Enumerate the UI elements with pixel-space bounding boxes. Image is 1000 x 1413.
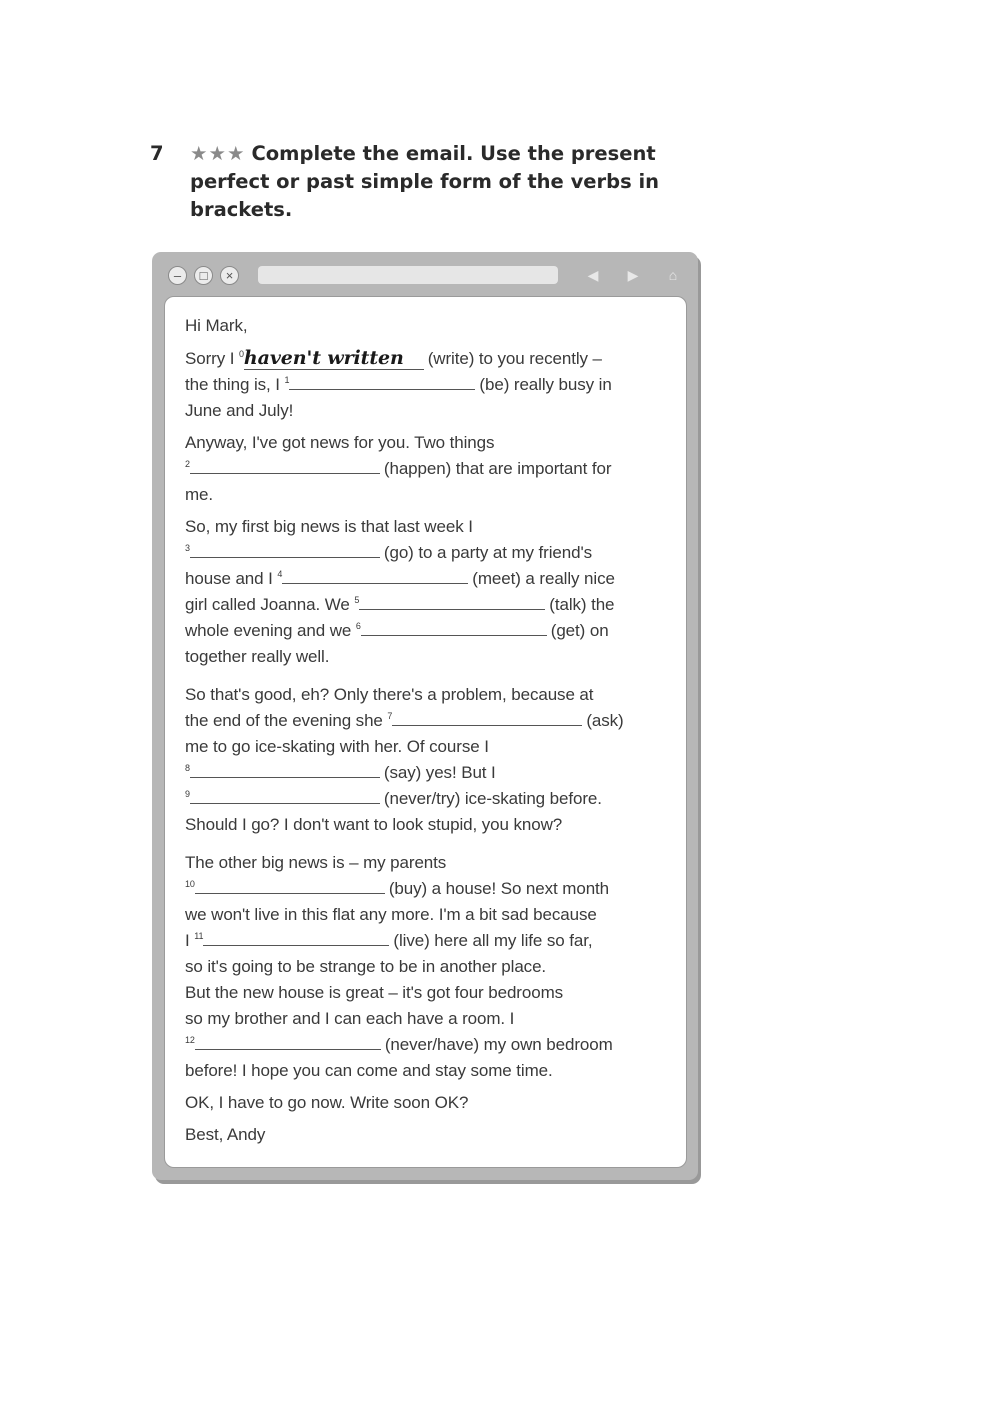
text: (meet) a really nice	[472, 569, 615, 588]
gap-number-1: 1	[284, 375, 290, 385]
text: (buy) a house! So next month	[388, 879, 610, 898]
text: me.	[185, 485, 214, 504]
answer-blank-8[interactable]	[190, 761, 380, 778]
answer-blank-4[interactable]	[282, 567, 468, 584]
answer-blank-5[interactable]	[359, 593, 545, 610]
answer-blank-9[interactable]	[190, 787, 380, 804]
answer-blank-10[interactable]	[195, 877, 385, 894]
text: the end of the evening she	[185, 711, 388, 730]
instruction-text: Complete the email. Use the present perfect or past simple form of the verbs in brackets.	[190, 142, 660, 221]
answer-blank-3[interactable]	[190, 541, 380, 558]
greeting: Hi Mark,	[185, 316, 248, 335]
text: we won't live in this flat any more. I'm a bit sad because	[185, 905, 597, 924]
email-text	[185, 313, 677, 1154]
signoff: Best, Andy	[185, 1125, 266, 1144]
text: The other big news is – my parents	[185, 853, 447, 872]
answer-blank-6[interactable]	[361, 619, 547, 636]
gap-number-8: 8	[185, 763, 190, 773]
email-window	[152, 252, 698, 1180]
paragraph-3	[185, 514, 677, 670]
text: (happen) that are important for	[383, 459, 612, 478]
text: girl called Joanna. We	[185, 595, 355, 614]
answer-blank-2[interactable]	[190, 457, 380, 474]
gap-number-11: 11	[194, 931, 204, 941]
example-answer: haven't written	[244, 347, 424, 370]
gap-number-6: 6	[355, 621, 361, 631]
text: (say) yes! But I	[383, 763, 496, 782]
text: so it's going to be strange to be in another place.	[185, 957, 547, 976]
paragraph-1	[185, 345, 677, 424]
gap-number-5: 5	[354, 595, 360, 605]
text: me to go ice-skating with her. Of course I	[185, 737, 489, 756]
text: Anyway, I've got news for you. Two things	[185, 433, 495, 452]
text: (be) really busy in	[479, 375, 612, 394]
text: Sorry I	[185, 349, 239, 368]
text: (never/have) my own bedroom	[384, 1035, 613, 1054]
text: the thing is, I	[185, 375, 285, 394]
text: (never/try) ice-skating before.	[383, 789, 602, 808]
text: (get) on	[550, 621, 609, 640]
answer-blank-11[interactable]	[203, 929, 389, 946]
text: house and I	[185, 569, 278, 588]
maximize-icon[interactable]: □	[194, 266, 213, 285]
gap-number-3: 3	[185, 543, 190, 553]
text: together really well.	[185, 647, 330, 666]
back-arrow-icon[interactable]: ◀	[587, 267, 599, 283]
text: (write) to you recently –	[427, 349, 602, 368]
minimize-icon[interactable]: –	[168, 266, 187, 285]
gap-number-12: 12	[185, 1035, 195, 1045]
text: Should I go? I don't want to look stupid, you know?	[185, 815, 563, 834]
text: whole evening and we	[185, 621, 356, 640]
text: (live) here all my life so far,	[393, 931, 593, 950]
text: (go) to a party at my friend's	[383, 543, 593, 562]
home-icon[interactable]: ⌂	[668, 267, 678, 283]
text: so my brother and I can each have a room. I	[185, 1009, 515, 1028]
email-body-panel	[164, 296, 687, 1168]
exercise-instruction	[190, 140, 670, 224]
text: I	[185, 931, 195, 950]
closing-line: OK, I have to go now. Write soon OK?	[185, 1093, 469, 1112]
gap-number-0: 0	[239, 349, 244, 359]
text: So that's good, eh? Only there's a problem, because at	[185, 685, 594, 704]
window-titlebar	[152, 252, 698, 296]
paragraph-4	[185, 682, 677, 838]
text: before! I hope you can come and stay some time.	[185, 1061, 553, 1080]
difficulty-stars: ★★★	[190, 142, 246, 165]
gap-number-7: 7	[387, 711, 393, 721]
answer-blank-7[interactable]	[392, 709, 582, 726]
gap-number-4: 4	[277, 569, 283, 579]
address-bar[interactable]	[258, 266, 558, 284]
paragraph-5	[185, 850, 677, 1084]
gap-number-2: 2	[185, 459, 190, 469]
exercise-number: 7	[150, 142, 164, 165]
gap-number-9: 9	[185, 789, 190, 799]
gap-number-10: 10	[185, 879, 195, 889]
text: June and July!	[185, 401, 294, 420]
text: So, my first big news is that last week I	[185, 517, 473, 536]
text: But the new house is great – it's got four bedrooms	[185, 983, 564, 1002]
text: (talk) the	[549, 595, 615, 614]
paragraph-2	[185, 430, 677, 508]
answer-blank-12[interactable]	[195, 1033, 381, 1050]
close-icon[interactable]: ×	[220, 266, 239, 285]
forward-arrow-icon[interactable]: ▶	[627, 267, 639, 283]
answer-blank-1[interactable]	[289, 373, 475, 390]
text: (ask)	[586, 711, 624, 730]
